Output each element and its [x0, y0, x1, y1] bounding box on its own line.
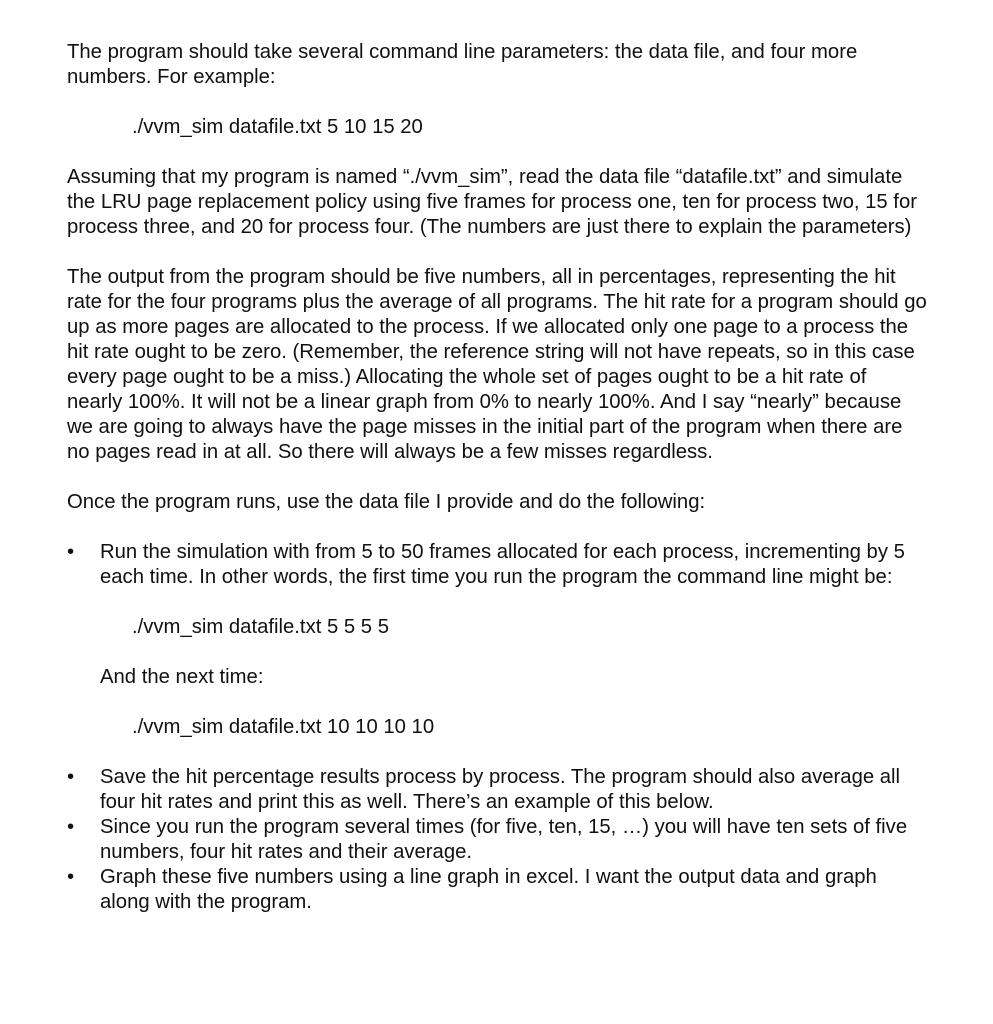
list-item: [67, 765, 927, 815]
bullet-command-first: ./vvm_sim datafile.txt 5 5 5 5: [132, 616, 390, 638]
list-item: [67, 815, 927, 865]
instructions-intro: Once the program runs, use the data file I provide and do the following:: [67, 491, 706, 513]
intro-paragraph: The program should take several command line parameters: the data file, and four more numbers. For example:: [67, 41, 858, 88]
list-item: [67, 865, 927, 915]
bullet-text: Run the simulation with from 5 to 50 frames allocated for each process, incrementing by 5 each time. In other words, the first time you run the program the command line might be:: [100, 541, 905, 588]
instruction-list: [67, 540, 927, 915]
bullet-next-label: And the next time:: [100, 666, 264, 688]
bullet-icon: •: [67, 866, 75, 888]
bullet-command-second: ./vvm_sim datafile.txt 10 10 10 10: [132, 716, 435, 738]
bullet-text: Graph these five numbers using a line graph in excel. I want the output data and graph along with the program.: [100, 866, 877, 913]
list-item: [67, 540, 927, 740]
bullet-icon: •: [67, 541, 75, 563]
bullet-text: Since you run the program several times (for five, ten, 15, …) you will have ten sets of five numbers, four hit rates and their average.: [100, 816, 908, 863]
example-command: ./vvm_sim datafile.txt 5 10 15 20: [132, 116, 423, 138]
bullet-icon: •: [67, 766, 75, 788]
output-description-paragraph: The output from the program should be five numbers, all in percentages, representing the hit rate for the four programs plus the average of all programs. The hit rate for a program should go up as more pages are allocated to the process. If we allocated only one page to a process the hit rate ought to be zero. (Remember, the reference string will not have repeats, so in this case every page ought to be a miss.) Allocating the whole set of pages ought to be a hit rate of nearly 100%. It will not be a linear graph from 0% to nearly 100%. And I say “nearly” because we are going to always have the page misses in the initial part of the program when there are no pages read in at all. So there will always be a few misses regardless.: [67, 266, 927, 463]
assumption-paragraph: Assuming that my program is named “./vvm_sim”, read the data file “datafile.txt” and simulate the LRU page replacement policy using five frames for process one, ten for process two, 15 for process three, and 20 for process four. (The numbers are just there to explain the parameters): [67, 166, 917, 238]
bullet-text: Save the hit percentage results process by process. The program should also average all four hit rates and print this as well. There’s an example of this below.: [100, 766, 901, 813]
bullet-icon: •: [67, 816, 75, 838]
document-page: [67, 40, 927, 915]
